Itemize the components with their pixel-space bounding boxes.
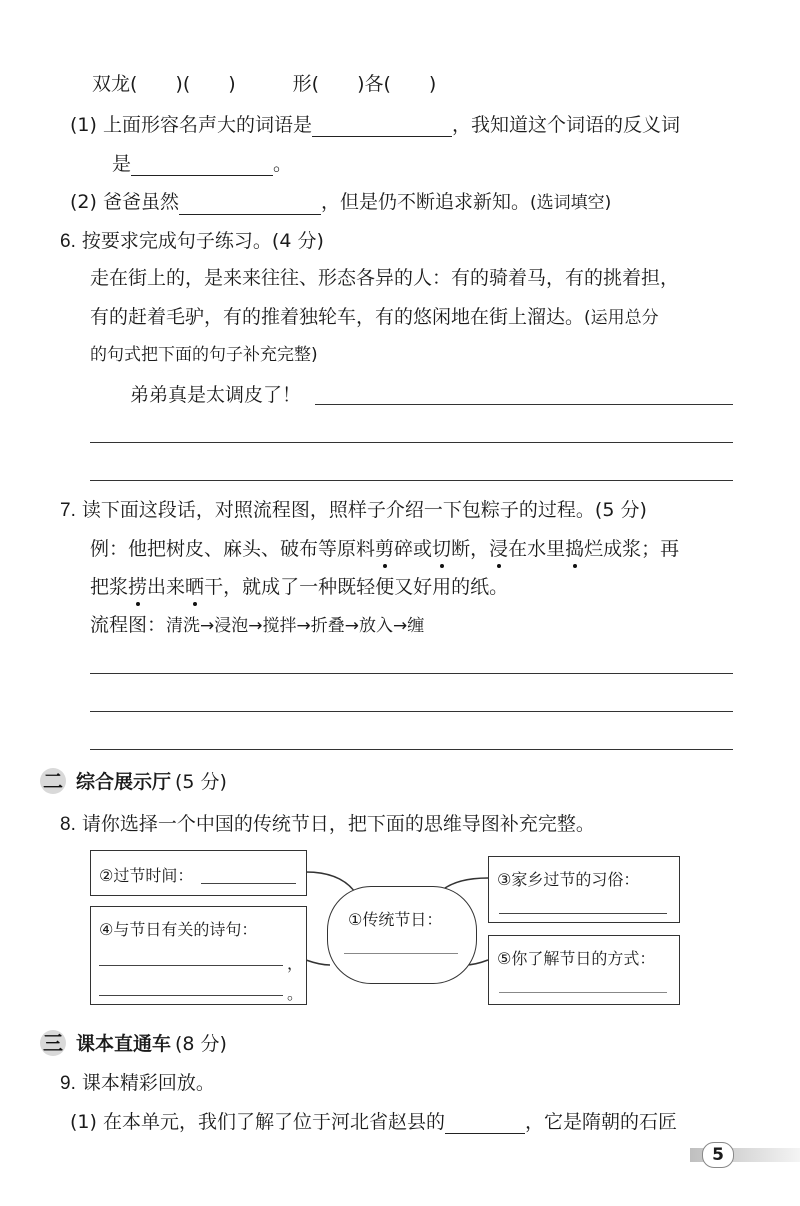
q7-number: 7. xyxy=(60,500,76,521)
q7-emph-verb: 捣 xyxy=(565,538,585,560)
mind-map-center xyxy=(327,886,477,984)
q6-note1: (运用总分 xyxy=(584,308,659,328)
q9-header xyxy=(60,1071,215,1096)
box-poem-blank-2[interactable] xyxy=(99,995,283,996)
box-poem-blank-1[interactable] xyxy=(99,965,283,966)
q6-para1: 走在街上的，是来来往往、形态各异的人：有的骑着马，有的挑着担， xyxy=(90,267,680,289)
q5-sub2-prefix: (2) 爸爸虽然 xyxy=(70,191,179,213)
center-label: ①传统节日： xyxy=(348,910,443,929)
mind-map-box-way xyxy=(488,935,680,1005)
q6-para2-text: 有的赶着毛驴，有的推着独轮车，有的悠闲地在街上溜达。 xyxy=(90,306,585,328)
box-custom-label: ③家乡过节的习俗： xyxy=(497,870,640,889)
q5-sub1-mid: ，我知道这个词语的反义词 xyxy=(451,114,680,136)
mind-map-box-time xyxy=(90,850,307,896)
q6-prompt: 弟弟真是太调皮了！ xyxy=(130,384,302,406)
box-time-blank[interactable] xyxy=(201,883,296,884)
box-way-label: ⑤你了解节日的方式： xyxy=(497,949,656,968)
section-3-heading xyxy=(40,1029,227,1056)
q5-sub1-prefix: (1) 上面形容名声大的词语是 xyxy=(70,114,312,136)
q9-number: 9. xyxy=(60,1073,76,1094)
q7-emph-verb: 晒 xyxy=(185,576,205,598)
q7-emph-verb: 捞 xyxy=(128,576,148,598)
box-poem-comma: ， xyxy=(287,954,304,973)
q5-sub2-note: (选词填空) xyxy=(529,193,612,213)
box-custom-blank[interactable] xyxy=(499,913,667,914)
q7-example-text: 烂成浆；再 xyxy=(584,538,680,560)
q6-title: 按要求完成句子练习。(4 分) xyxy=(81,230,324,252)
q7-emph-verb: 浸 xyxy=(489,538,509,560)
section-title: 综合展示厅 xyxy=(76,771,172,793)
page-number: 5 xyxy=(702,1142,734,1168)
q7-flow-steps: 清洗→浸泡→搅拌→折叠→放入→缠 xyxy=(166,616,425,636)
q7-emph-verb: 剪 xyxy=(375,538,395,560)
q7-example-text: 干，就成了一种既轻便又好用的纸。 xyxy=(204,576,509,598)
q5-row: 双龙( )( ) 形( )各( ) xyxy=(92,73,437,95)
section-score: (8 分) xyxy=(175,1033,227,1055)
box-time-label: ②过节时间： xyxy=(99,866,194,885)
q8-number: 8. xyxy=(60,814,76,835)
q7-example-text: 碎或 xyxy=(394,538,433,560)
q7-example-text: 在水里 xyxy=(508,538,566,560)
q7-emph-verb: 切 xyxy=(432,538,452,560)
q7-example-text: 断， xyxy=(451,538,490,560)
q5-sub2-mid: ，但是仍不断追求新知。 xyxy=(320,191,530,213)
section-title: 课本直通车 xyxy=(76,1033,172,1055)
q6-note2: 的句式把下面的句子补充完整) xyxy=(90,345,318,365)
q7-example-text: 出来 xyxy=(147,576,186,598)
section-badge-numeral: 三 xyxy=(43,1030,63,1055)
section-score: (5 分) xyxy=(175,771,227,793)
q9-sub1-suffix: ，它是隋朝的石匠 xyxy=(524,1111,677,1133)
q7-title: 读下面这段话，对照流程图，照样子介绍一下包粽子的过程。(5 分) xyxy=(81,499,647,521)
q7-example-prefix: 例：他把树皮、麻头、破布等原料 xyxy=(90,538,376,560)
center-blank[interactable] xyxy=(344,953,458,954)
q5-sub1-end: 。 xyxy=(273,153,293,175)
q7-example-text: 把浆 xyxy=(90,576,129,598)
section-badge-numeral: 二 xyxy=(43,768,63,793)
box-poem-period: 。 xyxy=(287,984,304,1003)
mind-map-box-custom xyxy=(488,856,680,923)
q5-sub1-line2-prefix: 是 xyxy=(112,153,132,175)
q8-title: 请你选择一个中国的传统节日，把下面的思维导图补充完整。 xyxy=(81,813,595,835)
q6-number: 6. xyxy=(60,231,76,252)
section-badge xyxy=(40,1030,66,1056)
q9-sub1 xyxy=(70,1110,677,1134)
box-poem-label: ④与节日有关的诗句： xyxy=(99,920,258,939)
box-way-blank[interactable] xyxy=(499,992,667,993)
q7-flow-label: 流程图： xyxy=(90,614,167,636)
q9-sub1-prefix: (1) 在本单元，我们了解了位于河北省赵县的 xyxy=(70,1111,445,1133)
q9-title: 课本精彩回放。 xyxy=(81,1072,215,1094)
q9-sub1-blank[interactable] xyxy=(445,1113,525,1134)
mind-map-box-poem xyxy=(90,906,307,1005)
